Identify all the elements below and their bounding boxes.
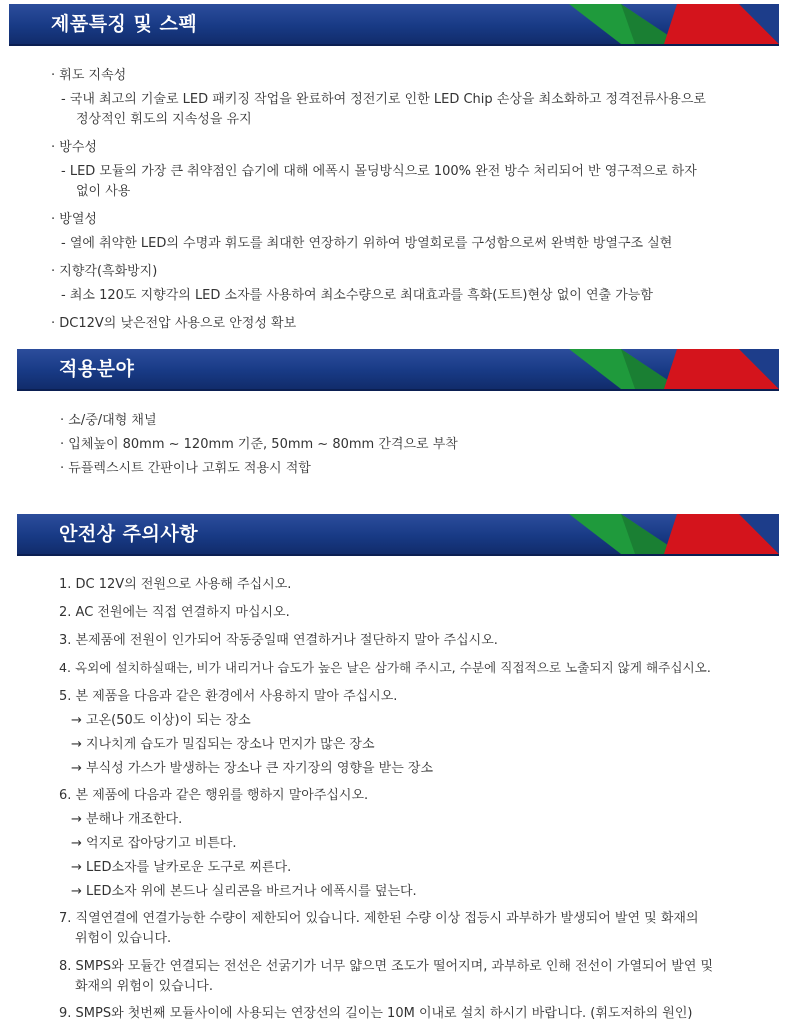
safety-item: 3. 본제품에 전원이 인가되어 작동중일때 연결하거나 절단하지 말아 주십시오.: [59, 633, 498, 648]
banner-decoration-icon: [569, 349, 779, 389]
safety-subitem: → LED소자 위에 본드나 실리콘을 바르거나 에폭시를 덮는다.: [71, 884, 417, 899]
safety-item-continued: 위험이 있습니다.: [75, 931, 172, 946]
safety-subitem: → 고온(50도 이상)이 되는 장소: [71, 713, 251, 728]
safety-subitem: → LED소자를 날카로운 도구로 찌른다.: [71, 860, 292, 875]
safety-subitem: → 억지로 잡아당기고 비튼다.: [71, 836, 237, 851]
safety-item: 8. SMPS와 모듈간 연결되는 전선은 선굵기가 너무 얇으면 조도가 떨어지며, 과부하로 인해 전선이 가열되어 발연 및: [59, 959, 714, 974]
application-item: · 소/중/대형 채널: [60, 413, 157, 428]
safety-item: 5. 본 제품을 다음과 같은 환경에서 사용하지 말아 주십시오.: [59, 689, 398, 704]
feature-heading-waterproof: · 방수성: [51, 140, 97, 155]
application-item: · 입체높이 80mm ~ 120mm 기준, 50mm ~ 80mm 간격으로 부착: [60, 437, 458, 452]
safety-item: 6. 본 제품에 다음과 같은 행위를 행하지 말아주십시오.: [59, 788, 369, 803]
safety-subitem: → 분해나 개조한다.: [71, 812, 183, 827]
feature-heading-angle: · 지향각(흑화방지): [51, 264, 158, 279]
feature-detail: - LED 모듈의 가장 큰 취약점인 습기에 대해 에폭시 몰딩방식으로 100% 완전 방수 처리되어 반 영구적으로 하자: [61, 164, 697, 179]
feature-detail: 없이 사용: [76, 184, 131, 199]
safety-item-continued: 화재의 위험이 있습니다.: [75, 979, 213, 994]
feature-detail: - 열에 취약한 LED의 수명과 휘도를 최대한 연장하기 위하여 방열회로를 구성함으로써 완벽한 방열구조 실현: [61, 236, 673, 251]
safety-item: 7. 직열연결에 연결가능한 수량이 제한되어 있습니다. 제한된 수량 이상 접등시 과부하가 발생되어 발연 및 화재의: [59, 911, 699, 926]
applications-banner: [17, 349, 779, 391]
applications-title: 적용분야: [59, 358, 135, 380]
feature-detail: 정상적인 휘도의 지속성을 유지: [76, 112, 252, 127]
safety-banner: [17, 514, 779, 556]
banner-decoration-icon: [569, 514, 779, 554]
features-banner: [9, 4, 779, 46]
safety-item: 4. 옥외에 설치하실때는, 비가 내리거나 습도가 높은 날은 삼가해 주시고, 수분에 직접적으로 노출되지 않게 해주십시오.: [59, 660, 711, 675]
feature-heading-heat: · 방열성: [51, 212, 97, 227]
safety-title: 안전상 주의사항: [59, 523, 199, 545]
safety-subitem: → 지나치게 습도가 밀집되는 장소나 먼지가 많은 장소: [71, 737, 375, 752]
features-title: 제품특징 및 스펙: [51, 13, 198, 35]
safety-item: 1. DC 12V의 전원으로 사용해 주십시오.: [59, 577, 292, 592]
application-item: · 듀플렉스시트 간판이나 고휘도 적용시 적합: [60, 461, 311, 476]
feature-heading-voltage: · DC12V의 낮은전압 사용으로 안정성 확보: [51, 316, 297, 331]
feature-detail: - 국내 최고의 기술로 LED 패키징 작업을 완료하여 정전기로 인한 LED Chip 손상을 최소화하고 정격전류사용으로: [61, 92, 706, 107]
feature-heading-brightness: · 휘도 지속성: [51, 68, 127, 83]
safety-subitem: → 부식성 가스가 발생하는 장소나 큰 자기장의 영향을 받는 장소: [71, 761, 434, 776]
feature-detail: - 최소 120도 지향각의 LED 소자를 사용하여 최소수량으로 최대효과를 흑화(도트)현상 없이 연출 가능함: [61, 288, 653, 303]
safety-item: 2. AC 전원에는 직접 연결하지 마십시오.: [59, 605, 290, 620]
banner-decoration-icon: [569, 4, 779, 44]
safety-item: 9. SMPS와 첫번째 모듈사이에 사용되는 연장선의 길이는 10M 이내로 설치 하시기 바랍니다. (휘도저하의 원인): [59, 1006, 693, 1021]
